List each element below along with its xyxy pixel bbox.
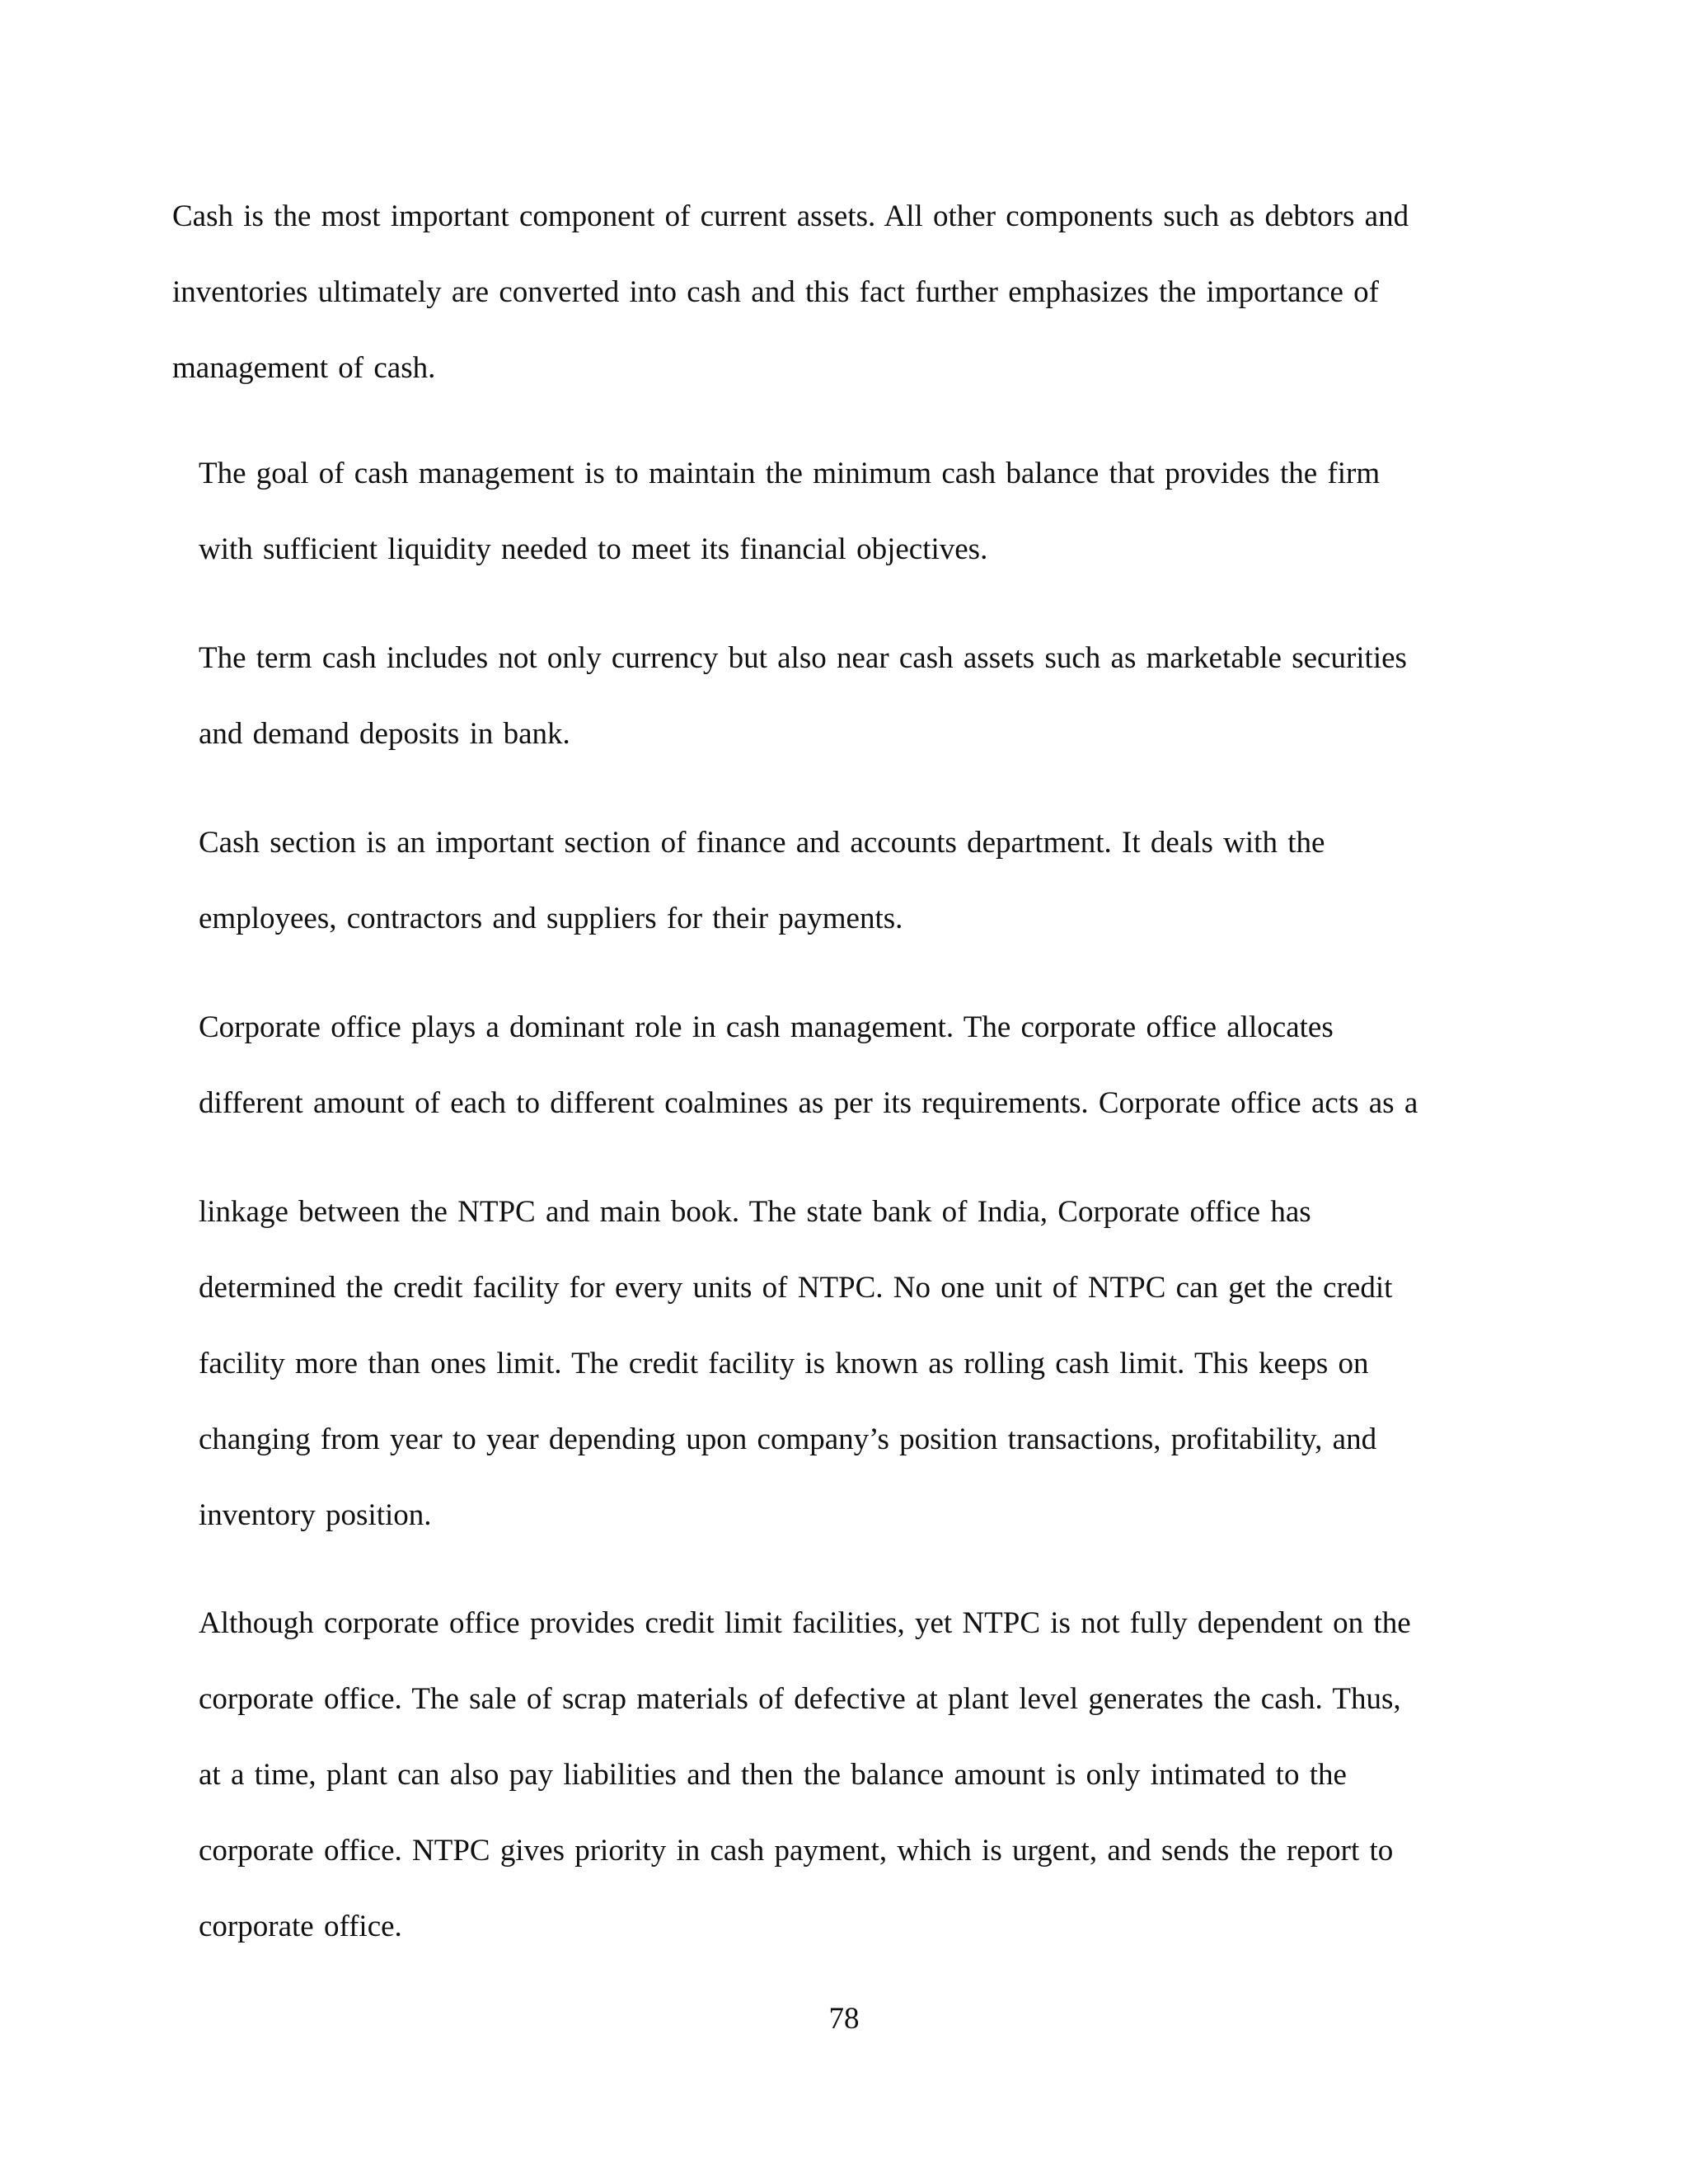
text-line: The term cash includes not only currency but also near cash assets such as marketable securities — [199, 641, 1407, 675]
text-line: Corporate office plays a dominant role in cash management. The corporate office allocates — [199, 1010, 1334, 1044]
text-line: corporate office. — [199, 1910, 402, 1943]
text-line: Cash is the most important component of current assets. All other components such as debtors and — [172, 199, 1409, 233]
text-line: The goal of cash management is to maintain the minimum cash balance that provides the firm — [199, 457, 1381, 490]
text-line: linkage between the NTPC and main book. The state bank of India, Corporate office has — [199, 1195, 1311, 1229]
text-line: inventory position. — [199, 1498, 432, 1532]
text-line: at a time, plant can also pay liabilities and then the balance amount is only intimated to the — [199, 1758, 1347, 1792]
text-line: facility more than ones limit. The credit facility is known as rolling cash limit. This keeps on — [199, 1347, 1369, 1380]
text-line: management of cash. — [172, 351, 436, 385]
text-line: corporate office. The sale of scrap materials of defective at plant level generates the cash. Thus, — [199, 1682, 1401, 1716]
text-line: determined the credit facility for every units of NTPC. No one unit of NTPC can get the credit — [199, 1271, 1393, 1305]
page-number: 78 — [828, 2002, 860, 2036]
text-line: inventories ultimately are converted into cash and this fact further emphasizes the importance of — [172, 275, 1380, 309]
text-line: corporate office. NTPC gives priority in cash payment, which is urgent, and sends the report to — [199, 1834, 1394, 1868]
text-line: changing from year to year depending upon company’s position transactions, profitability, and — [199, 1422, 1377, 1456]
text-line: Cash section is an important section of finance and accounts department. It deals with the — [199, 826, 1325, 860]
text-line: different amount of each to different coalmines as per its requirements. Corporate office acts as a — [199, 1086, 1418, 1120]
text-line: Although corporate office provides credit limit facilities, yet NTPC is not fully dependent on the — [199, 1606, 1411, 1640]
text-line: employees, contractors and suppliers for their payments. — [199, 902, 903, 935]
text-line: and demand deposits in bank. — [199, 717, 570, 751]
text-line: with sufficient liquidity needed to meet its financial objectives. — [199, 532, 988, 566]
